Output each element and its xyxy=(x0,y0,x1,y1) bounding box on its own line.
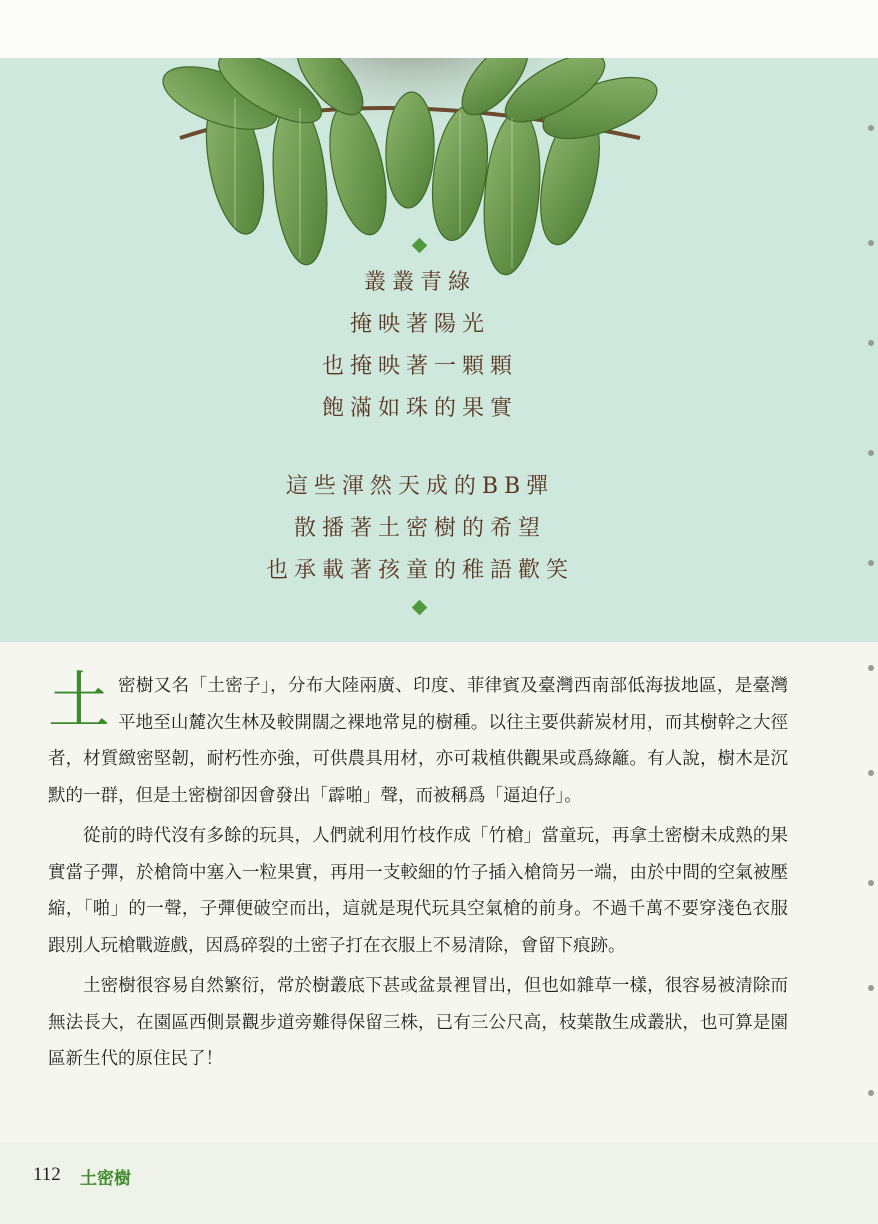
poem-line: 這些渾然天成的BB彈 xyxy=(285,474,555,499)
poem-line: 叢叢青綠 xyxy=(363,270,476,295)
paragraph-1-text: 密樹又名「土密子」，分布大陸兩廣、印度、菲律賓及臺灣西南部低海拔地區，是臺灣平地至山麓次生林及較開闊之裸地常見的樹種。以往主要供薪炭材用，而其樹幹之大徑者，材質緻密堅韌，耐朽性亦強，可供農具用材，亦可栽植供觀果或爲綠籬。有人說，樹木是沉默的一群，但是土密樹卻因會發出「霹啪」聲，而被稱爲「逼迫仔」。 xyxy=(48,676,788,806)
article-body xyxy=(48,664,788,1078)
binding-hole xyxy=(868,1090,874,1096)
poem-line: 掩映著陽光 xyxy=(349,312,490,337)
poem-line: 飽滿如珠的果實 xyxy=(321,396,518,421)
leaf-branch-illustration xyxy=(160,58,660,288)
binding-hole xyxy=(868,665,874,671)
page-number: 112 xyxy=(33,1164,61,1185)
poem-line: 也承載著孩童的稚語歡笑 xyxy=(265,558,574,583)
poem-stanza-1 xyxy=(0,262,840,430)
binding-hole xyxy=(868,240,874,246)
binding-hole xyxy=(868,450,874,456)
binding-hole xyxy=(868,340,874,346)
drop-cap: 土 xyxy=(48,664,111,737)
paragraph-2: 從前的時代沒有多餘的玩具，人們就利用竹枝作成「竹槍」當童玩，再拿土密樹未成熟的果實當子彈，於槍筒中塞入一粒果實，再用一支較細的竹子插入槍筒另一端，由於中間的空氣被壓縮，「啪」的一聲，子彈便破空而出，這就是現代玩具空氣槍的前身。不過千萬不要穿淺色衣服跟別人玩槍戰遊戲，因爲碎裂的土密子打在衣服上不易清除，會留下痕跡。 xyxy=(48,826,788,956)
poem-line: 也掩映著一顆顆 xyxy=(321,354,518,379)
binding-hole xyxy=(868,880,874,886)
paragraph-3: 土密樹很容易自然繁衍，常於樹叢底下甚或盆景裡冒出，但也如雜草一樣，很容易被清除而無法長大，在園區西側景觀步道旁難得保留三株，已有三公尺高，枝葉散生成叢狀，也可算是園區新生代的原住民了！ xyxy=(48,976,788,1069)
poem-stanza-2 xyxy=(0,466,840,592)
binding-hole xyxy=(868,985,874,991)
binding-hole xyxy=(868,560,874,566)
page-footer xyxy=(0,1142,878,1224)
running-section-title: 土密樹 xyxy=(80,1169,131,1189)
binding-hole xyxy=(868,770,874,776)
paragraph-1 xyxy=(48,664,788,814)
top-margin xyxy=(0,0,878,58)
binding-hole xyxy=(868,125,874,131)
poem-line: 散播著土密樹的希望 xyxy=(293,516,546,541)
